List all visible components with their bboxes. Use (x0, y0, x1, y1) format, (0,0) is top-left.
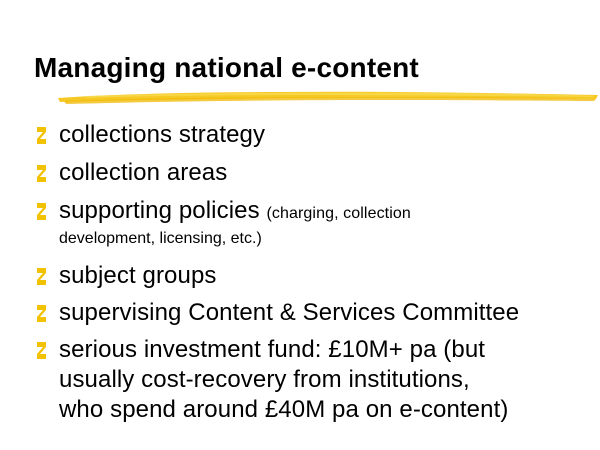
bullet-list (37, 120, 577, 425)
list-item (37, 196, 577, 249)
bullet-text-line-1: serious investment fund: £10M+ pa (but (59, 336, 486, 363)
bullet-text: supporting policies (59, 197, 260, 224)
title-underline-brushstroke (56, 84, 600, 114)
bullet-text-line (59, 196, 577, 229)
bullet-text-line-2: usually cost-recovery from institutions, (59, 366, 470, 393)
list-item (37, 120, 577, 150)
slide-title: Managing national e-content (34, 52, 419, 83)
z-bullet-icon (37, 165, 46, 182)
bullet-text-line-3: who spend around £40M pa on e-content) (59, 396, 509, 423)
bullet-text: supervising Content & Services Committee (59, 299, 520, 326)
list-item (37, 298, 577, 328)
z-bullet-icon (37, 268, 46, 285)
bullet-parenthetical-wrap: development, licensing, etc.) (59, 230, 262, 247)
bullet-text: collection areas (59, 159, 228, 186)
z-bullet-icon (37, 305, 46, 322)
z-bullet-icon (37, 127, 46, 144)
z-bullet-icon (37, 342, 46, 359)
bullet-parenthetical: (charging, collection (266, 205, 411, 222)
bullet-text: collections strategy (59, 121, 266, 148)
list-item (37, 158, 577, 188)
z-bullet-icon (37, 203, 46, 220)
list-item (37, 261, 577, 291)
bullet-text: subject groups (59, 262, 217, 289)
list-item (37, 335, 577, 425)
